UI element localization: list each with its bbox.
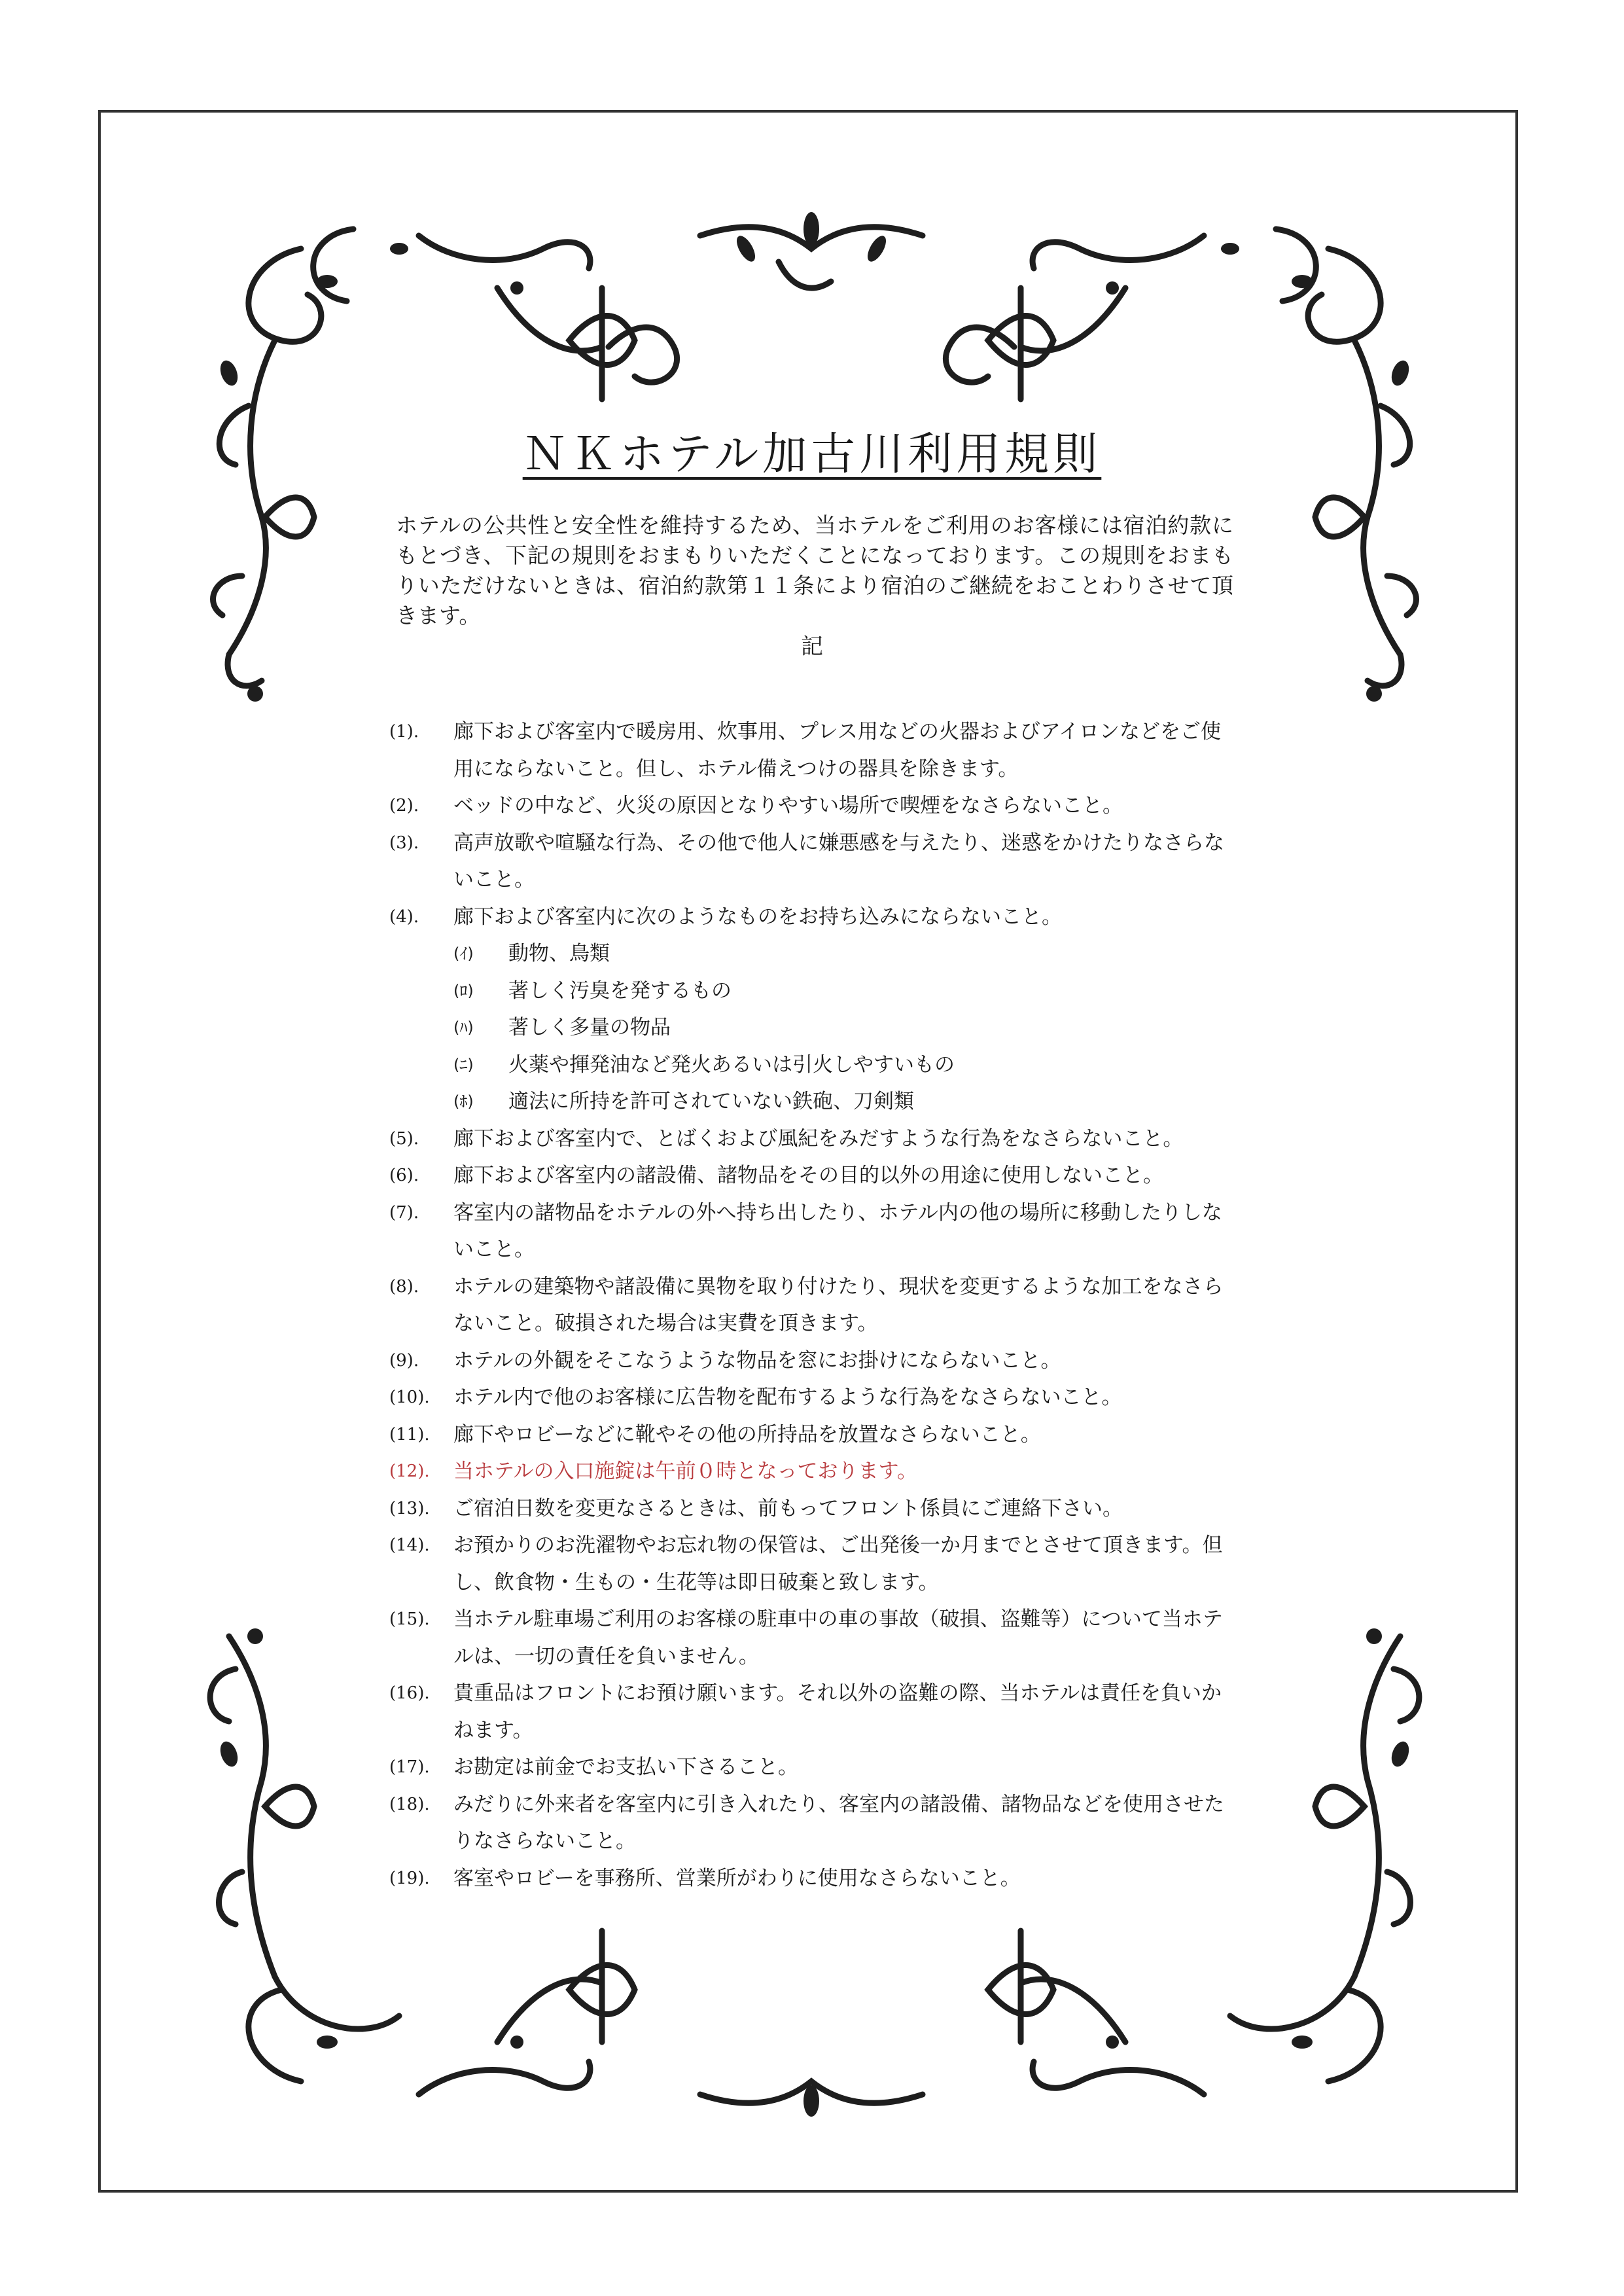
rule-number: (16). [389,1683,430,1703]
rule-text-content: 客室内の諸物品をホテルの外へ持ち出したり、ホテル内の他の場所に移動したりしないこと。 [453,1200,1222,1261]
rule-item [389,1749,1240,1786]
rule-text-content: ホテルの外観をそこなうような物品を窓にお掛けにならないこと。 [453,1348,1061,1372]
rule-number: (1). [389,722,419,742]
rule-item [389,825,1240,899]
rule-number: (7). [389,1202,419,1223]
rule-sub-item [389,1083,1240,1121]
rule-item [389,713,1240,787]
rule-sub-mark: (ﾎ) [453,1092,474,1111]
rule-item [389,1860,1240,1897]
rule-number: (8). [389,1276,419,1297]
ki-heading: 記 [801,634,823,660]
rule-item [389,1601,1240,1675]
rule-text-content: ホテル内で他のお客様に広告物を配布するような行為をなさらないこと。 [453,1386,1122,1409]
rule-text [453,1860,1240,1897]
rule-text-content: みだりに外来者を客室内に引き入れたり、客室内の諸設備、諸物品などを使用させたりなさらないこと。 [453,1792,1224,1853]
rule-text [453,1675,1240,1749]
rule-text [453,1379,1240,1416]
rule-text-content: 客室やロビーを事務所、営業所がわりに使用なさらないこと。 [453,1866,1021,1890]
rule-text [453,1416,1240,1454]
rule-text-content: 廊下および客室内で、とばくおよび風紀をみだすような行為をなさらないこと。 [453,1126,1184,1151]
rule-item [389,1157,1240,1194]
rule-text [453,1121,1240,1158]
rule-text [453,1786,1240,1860]
rule-number: (12). [389,1462,430,1481]
rule-number: (2). [389,796,419,816]
rule-number: (17). [389,1757,430,1777]
rule-item [389,1786,1240,1860]
rule-text [453,1601,1240,1675]
rule-sub-item [389,1009,1240,1047]
rule-item [389,1121,1240,1158]
rule-sub-text: 適法に所持を許可されていない鉄砲、刀剣類 [508,1090,914,1113]
rule-text [453,825,1240,899]
rule-item [389,1379,1240,1416]
rule-text [453,713,1240,787]
rule-text-content: 高声放歌や喧騒な行為、その他で他人に嫌悪感を与えたり、迷惑をかけたりなさらないこと。 [453,831,1224,891]
rule-sub-text: 動物、鳥類 [508,942,610,965]
rule-sub-mark: (ﾆ) [453,1055,474,1074]
rule-sub-item [389,1047,1240,1084]
rule-text [453,787,1240,825]
rule-text-content: 当ホテル駐車場ご利用のお客様の駐車中の車の事故（破損、盗難等）について当ホテルは、一切の責任を負いません。 [453,1607,1223,1668]
rule-number: (4). [389,906,419,927]
rule-number: (14). [389,1535,430,1555]
rule-text-content: お勘定は前金でお支払い下さること。 [453,1755,798,1779]
rule-sub-mark: (ｲ) [453,944,474,963]
rule-number: (6). [389,1166,419,1185]
rule-number: (15). [389,1609,430,1629]
rule-text [453,1268,1240,1342]
rule-sub-item [389,973,1240,1010]
rule-text-content: ご宿泊日数を変更なさるときは、前もってフロント係員にご連絡下さい。 [453,1496,1123,1520]
rule-item [389,1194,1240,1268]
rule-text [453,1749,1240,1786]
rule-text-content: 当ホテルの入口施錠は午前０時となっております。 [453,1460,917,1483]
rule-sub-mark: (ﾛ) [453,981,474,1000]
rule-number: (19). [389,1868,430,1888]
rule-text-content: 廊下および客室内で暖房用、炊事用、プレス用などの火器およびアイロンなどをご使用にならないこと。但し、ホテル備えつけの器具を除きます。 [453,720,1222,781]
rule-text-content: ベッドの中など、火災の原因となりやすい場所で喫煙をなさらないこと。 [453,794,1123,817]
rule-text-content: 貴重品はフロントにお預け願います。それ以外の盗難の際、当ホテルは責任を負いかねます。 [453,1681,1222,1742]
rule-sub-text: 著しく汚臭を発するもの [508,978,732,1003]
rule-item [389,899,1240,936]
rule-item [389,1527,1240,1601]
rule-number: (11). [389,1424,430,1444]
rules-list [389,713,1240,1897]
rule-item [389,1490,1240,1528]
rule-text-content: ホテルの建築物や諸設備に異物を取り付けたり、現状を変更するような加工をなさらないこと。破損された場合は実費を頂きます。 [453,1274,1224,1335]
rule-number: (13). [389,1498,430,1518]
rule-number: (3). [389,833,419,853]
rule-text-content: 廊下および客室内の諸設備、諸物品をその目的以外の用途に使用しないこと。 [453,1164,1163,1187]
rule-item [389,1268,1240,1342]
rule-text-content: お預かりのお洗濯物やお忘れ物の保管は、ご出発後一か月までとさせて頂きます。但し、飲食物・生もの・生花等は即日破棄と致します。 [453,1534,1223,1594]
rule-number: (9). [389,1350,419,1371]
rule-text [453,899,1240,936]
rule-text [453,1490,1240,1528]
rule-item [389,1675,1240,1749]
rule-text [453,1194,1240,1268]
rule-sub-mark: (ﾊ) [453,1018,474,1037]
rule-sub-text: 著しく多量の物品 [508,1016,671,1039]
rule-number: (10). [389,1388,430,1407]
rule-number: (18). [389,1794,430,1814]
page-title: ＮＫホテル加古川利用規則 [522,429,1102,480]
rule-item [389,1453,1240,1490]
rule-sub-item [389,935,1240,973]
rule-text [453,1157,1240,1194]
rule-sub-text: 火薬や揮発油など発火あるいは引火しやすいもの [508,1052,955,1077]
rule-number: (5). [389,1128,419,1149]
rule-text-content: 廊下および客室内に次のようなものをお持ち込みにならないこと。 [453,905,1062,929]
rule-text [453,1342,1240,1380]
rule-text [453,1527,1240,1601]
rule-item [389,1416,1240,1454]
rule-item [389,1342,1240,1380]
rule-text [453,1453,1240,1490]
rule-item [389,787,1240,825]
rule-text-content: 廊下やロビーなどに靴やその他の所持品を放置なさらないこと。 [453,1422,1041,1446]
intro-paragraph: ホテルの公共性と安全性を維持するため、当ホテルをご利用のお客様には宿泊約款にもとづき、下記の規則をおまもりいただくことになっております。この規則をおまもりいただけないときは、宿泊約款第１１条により宿泊のご継続をおことわりさせて頂きます。 [396,512,1233,628]
